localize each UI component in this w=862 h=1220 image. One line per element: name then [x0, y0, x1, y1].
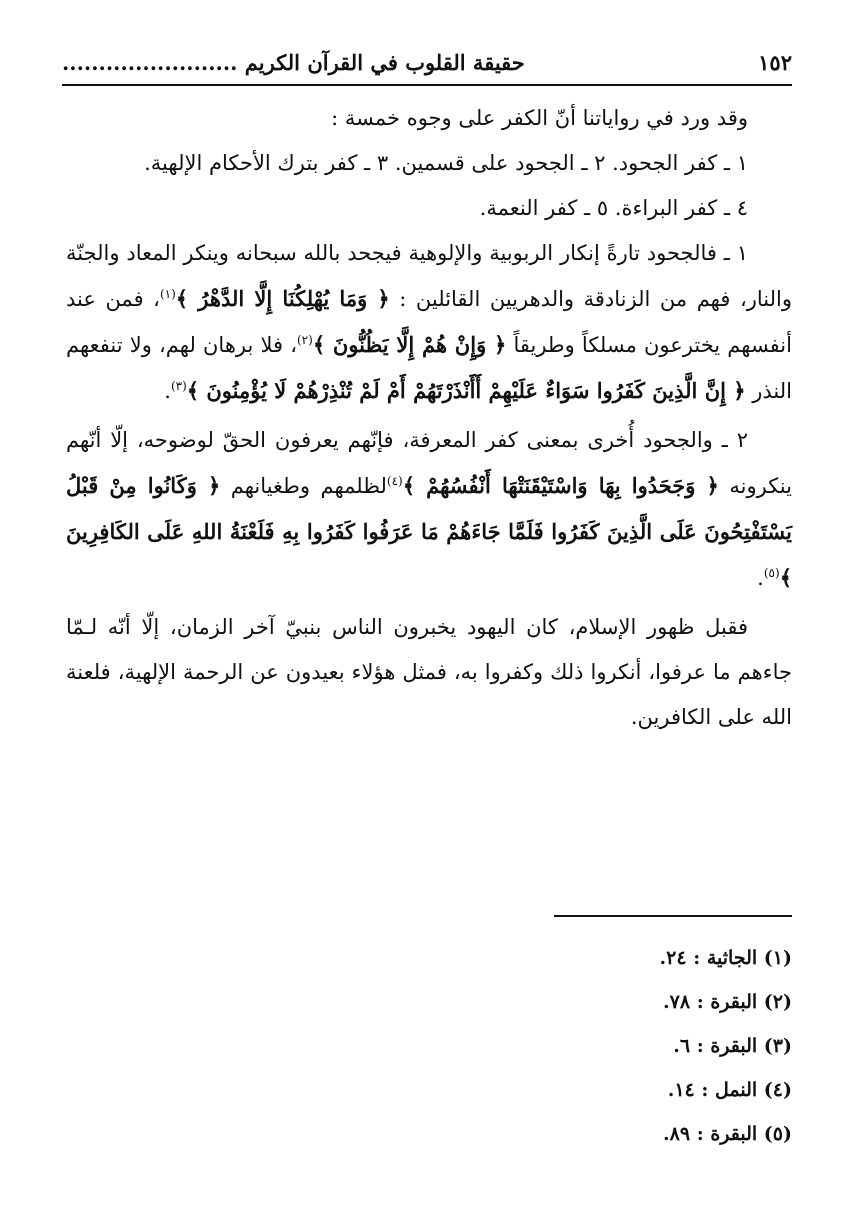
p1-end: .: [164, 379, 171, 403]
intro-line: وقد ورد في رواياتنا أنّ الكفر على وجوه خمسة :: [331, 106, 748, 130]
footnote-ref: (٥): [763, 566, 780, 580]
header-dots: ........................: [62, 49, 238, 75]
running-title: [62, 50, 525, 75]
list-line-1: ١ ـ كفر الجحود. ٢ ـ الجحود على قسمين. ٣ ـ كفر بترك الأحكام الإلهية.: [144, 151, 748, 175]
list-line-2: ٤ ـ كفر البراءة. ٥ ـ كفر النعمة.: [479, 196, 748, 220]
paragraph-2: [66, 418, 792, 601]
paragraph-1: [66, 231, 792, 414]
page-number: ١٥٢: [758, 49, 792, 75]
quran-verse: ﴿ إِنَّ الَّذِينَ كَفَرُوا سَوَاءٌ عَلَيْهِمْ أَأَنْذَرْتَهُمْ أَمْ لَمْ تُنْذِرْهُمْ لَا يُؤْمِنُونَ ﴾: [186, 378, 746, 403]
footnote-4: (٤) النمل : ١٤.: [667, 1079, 792, 1101]
footnote-2: (٢) البقرة : ٧٨.: [663, 991, 792, 1013]
p1-text-c: ، فلا برهان لهم، ولا تنفعهم النذر: [66, 333, 792, 403]
p2-end: .: [757, 566, 764, 590]
footnote-5: (٥) البقرة : ٨٩.: [663, 1123, 792, 1145]
footnote-ref: (٢): [296, 333, 313, 347]
footnote-ref: (١): [159, 287, 176, 301]
p2-text-a: ٢ ـ والجحود أُخرى بمعنى كفر المعرفة، فإنّهم يعرفون الحقّ لوضوحه، إلّا أنّهم ينكرونه: [66, 428, 792, 498]
footnote-ref: (٤): [386, 474, 403, 488]
p1-text-b: ، فمن عند أنفسهم يخترعون مسلكاً وطريقاً: [66, 287, 792, 357]
running-title-text: حقيقة القلوب في القرآن الكريم: [244, 49, 525, 75]
quran-verse: ﴿ وَجَحَدُوا بِهَا وَاسْتَيْقَنَتْهَا أَنْفُسُهُمْ ﴾: [402, 473, 719, 498]
footnote-1: (١) الجاثية : ٢٤.: [659, 947, 792, 969]
quran-verse: ﴿ وَكَانُوا مِنْ قَبْلُ يَسْتَفْتِحُونَ عَلَى الَّذِينَ كَفَرُوا فَلَمَّا جَاءَهُمْ مَا عَرَفُوا كَفَرُوا بِهِ فَلَعْنَةُ اللهِ عَلَى الكَافِرِينَ ﴾: [66, 473, 792, 590]
main-text: [66, 96, 792, 740]
quran-verse: ﴿ وَإِنْ هُمْ إِلَّا يَظُنُّونَ ﴾: [312, 332, 507, 357]
footnotes: [70, 936, 792, 1156]
quran-verse: ﴿ وَمَا يُهْلِكُنَا إِلَّا الدَّهْرُ ﴾: [175, 286, 390, 311]
page-header: [62, 40, 792, 86]
footnote-divider: [554, 915, 792, 917]
p1-text-a: ١ ـ فالجحود تارةً إنكار الربوبية والإلوهية فيجحد بالله سبحانه وينكر المعاد والجنّة والنار، فهم من الزنادقة والدهريين القائلين :: [66, 241, 792, 311]
footnote-ref: (٣): [170, 379, 187, 393]
footnote-3: (٣) البقرة : ٦.: [673, 1035, 792, 1057]
p2-text-b: لظلمهم وطغيانهم: [230, 474, 387, 498]
paragraph-3: فقبل ظهور الإسلام، كان اليهود يخبرون الناس بنبيّ آخر الزمان، إلّا أنّه لـمّا جاءهم ما عرفوا، أنكروا ذلك وكفروا به، فمثل هؤلاء بعيدون عن الرحمة الإلهية، فلعنة الله على الكافرين.: [66, 615, 792, 729]
